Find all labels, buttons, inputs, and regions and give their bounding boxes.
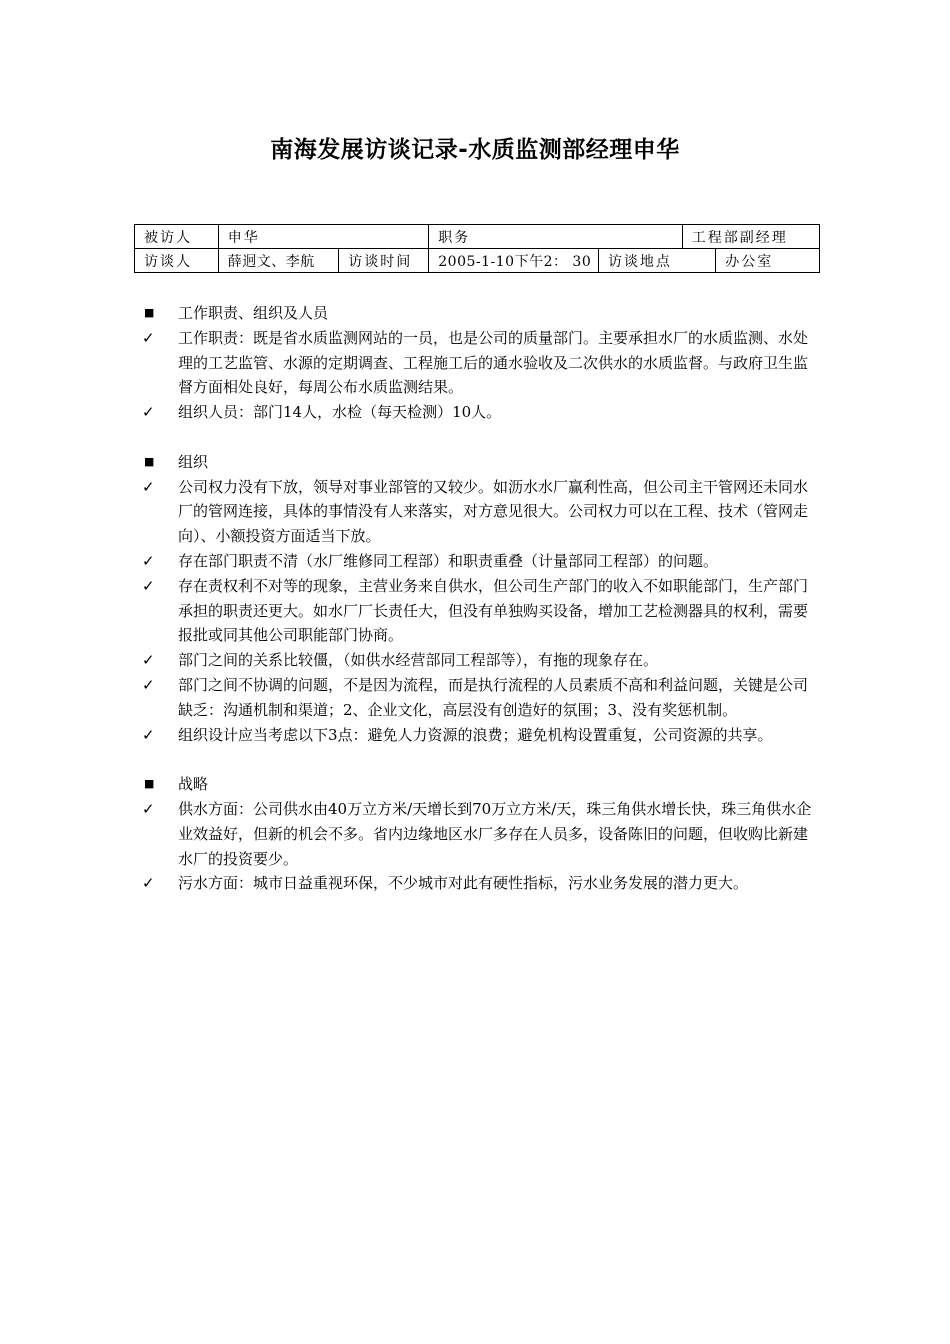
list-item-text: 公司权力没有下放，领导对事业部管的又较少。如沥水水厂赢利性高，但公司主干管网还未同水厂的管网连接，具体的事情没有人来落实，对方意见很大。公司权力可以在工程、技术（管网走向）、小额投资方面适当下放。 (178, 477, 809, 546)
document-title: 南海发展访谈记录-水质监测部经理申华 (270, 137, 680, 163)
checkmark-icon: ✓ (142, 551, 155, 570)
info-row-1 (135, 225, 820, 249)
list-item (138, 673, 818, 723)
checkmark-icon: ✓ (142, 874, 155, 893)
list-item (138, 574, 818, 648)
list-item (138, 723, 818, 748)
list-item (138, 871, 818, 896)
checkmark-icon: ✓ (142, 576, 155, 595)
section-heading-text: 战略 (178, 775, 209, 794)
section-heading-text: 工作职责、组织及人员 (178, 304, 329, 322)
square-bullet-icon: ■ (144, 306, 155, 319)
list-item-text: 工作职责：既是省水质监测网站的一员，也是公司的质量部门。主要承担水厂的水质监测、水处理的工艺监管、水源的定期调查、工程施工后的通水验收及二次供水的水质监督。与政府卫生监督方面相处良好，每周公布水质监测结果。 (178, 328, 809, 397)
interviewer-value: 薛迥文、李航 (218, 249, 338, 273)
checkmark-icon: ✓ (142, 675, 155, 694)
location-value: 办公室 (716, 249, 820, 273)
list-item (138, 797, 818, 871)
section-organization (138, 450, 818, 748)
location-label: 访谈地点 (598, 249, 715, 273)
list-item-text: 组织设计应当考虑以下3点：避免人力资源的浪费；避免机构设置重复，公司资源的共享。 (178, 725, 773, 744)
square-bullet-icon: ■ (144, 454, 155, 468)
section-heading-text: 组织 (178, 452, 209, 471)
time-value: 2005-1-10下午2： 30 (429, 249, 599, 273)
list-item-text: 组织人员：部门14人，水检（每天检测）10人。 (178, 403, 502, 422)
checkmark-icon: ✓ (142, 477, 155, 496)
interviewer-label: 访谈人 (135, 249, 219, 273)
list-item-text: 污水方面：城市日益重视环保，不少城市对此有硬性指标，污水业务发展的潜力更大。 (178, 874, 749, 893)
position-value: 工程部副经理 (682, 225, 819, 249)
position-label: 职务 (429, 225, 682, 249)
section-heading (138, 450, 818, 475)
list-item (138, 326, 818, 400)
list-item (138, 549, 818, 574)
interviewee-value: 申华 (218, 225, 428, 249)
checkmark-icon: ✓ (142, 328, 155, 347)
square-bullet-icon: ■ (144, 777, 155, 791)
list-item-text: 存在部门职责不清（水厂维修同工程部）和职责重叠（计量部同工程部）的问题。 (178, 551, 719, 570)
list-item-text: 存在责权利不对等的现象，主营业务来自供水，但公司生产部门的收入不如职能部门，生产部门承担的职责还更大。如水厂厂长责任大，但没有单独购买设备，增加工艺检测器具的权利，需要报批或同其他公司职能部门协商。 (178, 576, 809, 645)
list-item (138, 400, 818, 425)
section-strategy (138, 772, 818, 896)
section-heading (138, 301, 818, 326)
list-item-text: 部门之间的关系比较僵，（如供水经营部同工程部等），有拖的现象存在。 (178, 651, 659, 670)
checkmark-icon: ✓ (142, 799, 155, 818)
section-heading (138, 772, 818, 797)
checkmark-icon: ✓ (142, 651, 155, 670)
section-duties (138, 301, 818, 425)
time-label: 访谈时间 (339, 249, 429, 273)
list-item-text: 供水方面：公司供水由40万立方米/天增长到70万立方米/天，珠三角供水增长快，珠三角供水企业效益好，但新的机会不多。省内边缘地区水厂多存在人员多，设备陈旧的问题，但收购比新建水厂的投资要少。 (178, 799, 812, 868)
document-body (138, 301, 818, 921)
checkmark-icon: ✓ (142, 403, 155, 422)
list-item (138, 648, 818, 673)
checkmark-icon: ✓ (142, 725, 155, 744)
list-item (138, 475, 818, 549)
interview-info-table (134, 224, 820, 273)
list-item-text: 部门之间不协调的问题，不是因为流程，而是执行流程的人员素质不高和利益问题，关键是公司缺乏：沟通机制和渠道；2、企业文化，高层没有创造好的氛围；3、没有奖惩机制。 (178, 675, 809, 719)
interviewee-label: 被访人 (135, 225, 219, 249)
info-row-2 (135, 249, 820, 273)
